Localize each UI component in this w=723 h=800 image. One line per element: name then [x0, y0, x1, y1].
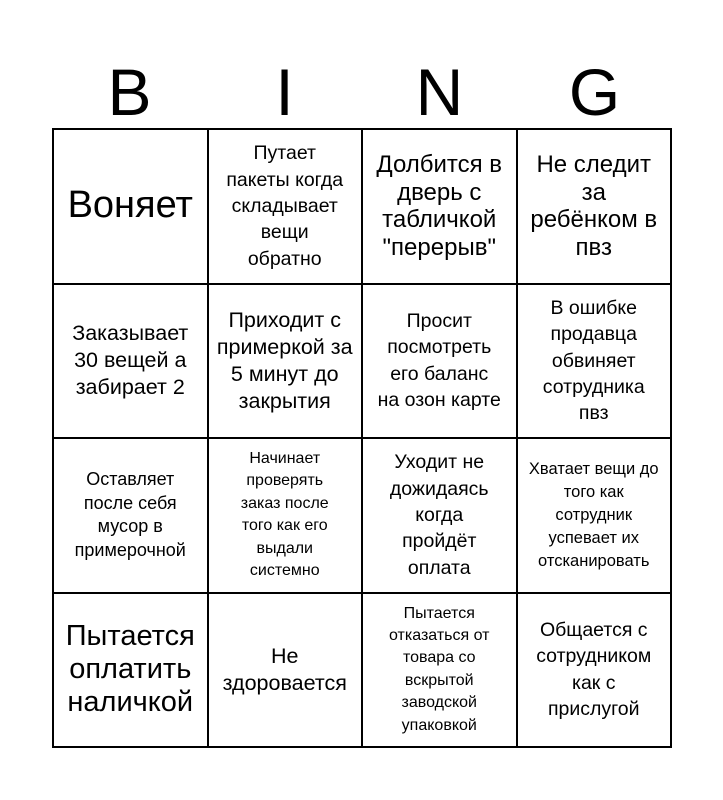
bingo-cell[interactable]: Воняет — [53, 129, 208, 284]
bingo-cell[interactable]: Пытается отказаться от товара со вскрытой заводской упаковкой — [362, 593, 517, 748]
bingo-title — [52, 52, 672, 132]
bingo-cell[interactable]: В ошибке продавца обвиняет сотрудника пвз — [517, 284, 672, 439]
bingo-cell[interactable]: Приходит с примеркой за 5 минут до закрытия — [208, 284, 363, 439]
bingo-cell[interactable]: Уходит не дожидаясь когда пройдёт оплата — [362, 438, 517, 593]
bingo-cell[interactable]: Путает пакеты когда складывает вещи обратно — [208, 129, 363, 284]
bingo-grid — [52, 128, 672, 748]
bingo-cell[interactable]: Не здоровается — [208, 593, 363, 748]
bingo-cell[interactable]: Просит посмотреть его баланс на озон карте — [362, 284, 517, 439]
bingo-cell[interactable]: Не следит за ребёнком в пвз — [517, 129, 672, 284]
bingo-cell[interactable]: Общается с сотрудником как с прислугой — [517, 593, 672, 748]
bingo-cell[interactable]: Долбится в дверь с табличкой "перерыв" — [362, 129, 517, 284]
bingo-cell[interactable]: Хватает вещи до того как сотрудник успевает их отсканировать — [517, 438, 672, 593]
bingo-cell[interactable]: Заказывает 30 вещей а забирает 2 — [53, 284, 208, 439]
bingo-cell[interactable]: Пытается оплатить наличкой — [53, 593, 208, 748]
bingo-cell[interactable]: Начинает проверять заказ после того как его выдали системно — [208, 438, 363, 593]
title-letter-n: N — [415, 55, 464, 129]
title-letter-g: G — [568, 55, 621, 129]
bingo-cell[interactable]: Оставляет после себя мусор в примерочной — [53, 438, 208, 593]
title-letter-i: I — [275, 55, 294, 129]
title-letter-b: B — [107, 55, 152, 129]
